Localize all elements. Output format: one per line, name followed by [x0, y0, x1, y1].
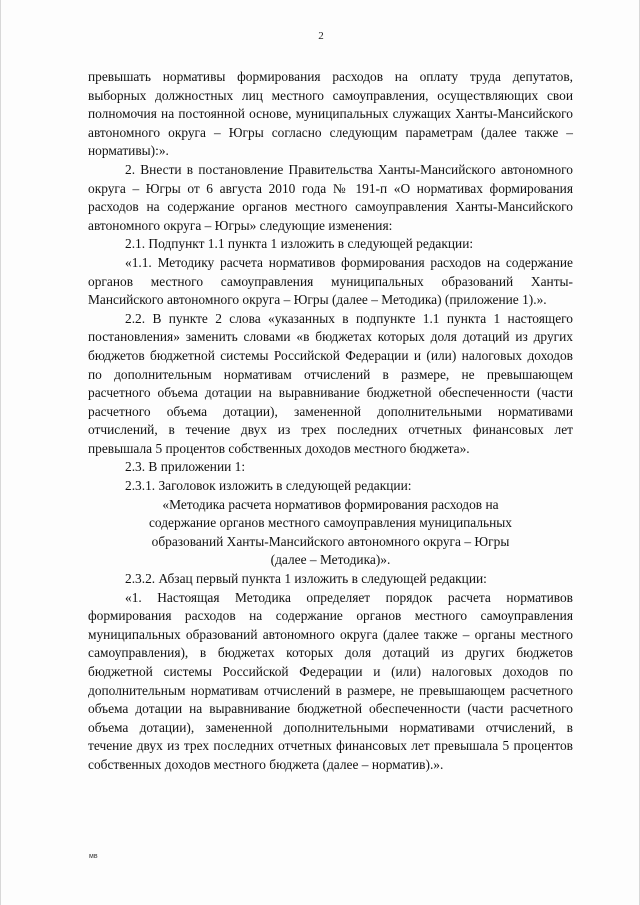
title-line: содержание органов местного самоуправления муниципальных [148, 515, 513, 531]
paragraph: 2.2. В пункте 2 слова «указанных в подпункте 1.1 пункта 1 настоящего постановления» заменить словами «в бюджетах которых доля дотаций из других бюджетов бюджетной системы Российской Федерации и (или) налоговых доходов по дополнительным нормативам отчислений в размере, не превышающем расчетного объема дотации на выравнивание бюджетной обеспеченности (части расчетного объема дотации), замененной дополнительными нормативами отчислений, в течение двух из трех последних отчетных финансовых лет превышала 5 процентов собственных доходов местного бюджета». [88, 310, 573, 456]
paragraph: «1. Настоящая Методика определяет порядок расчета нормативов формирования расходов на содержание органов местного самоуправления муниципальных образований автономного округа (далее также – органы местного самоуправления), в бюджетах которых доля дотаций из других бюджетов бюджетной системы Российской Федерации и (или) налоговых доходов по дополнительным нормативам отчислений в размере, не превышающем расчетного объема дотации на выравнивание бюджетной обеспеченности (части расчетного объема дотации), замененной дополнительными нормативами отчислений, в течение двух из трех последних отчетных финансовых лет превышала 5 процентов собственных доходов местного бюджета (далее – норматив).». [88, 589, 573, 772]
document-body [88, 68, 573, 775]
page-number: 2 [318, 30, 324, 42]
title-line: образований Ханты-Мансийского автономного округа – Югры [151, 533, 510, 549]
paragraph: 2.3. В приложении 1: [125, 459, 246, 475]
paragraph: 2.1. Подпункт 1.1 пункта 1 изложить в следующей редакции: [125, 236, 474, 252]
title-line: «Методика расчета нормативов формирования расходов на [162, 496, 499, 512]
paragraph: 2.3.1. Заголовок изложить в следующей редакции: [125, 478, 412, 494]
paragraph: 2.3.2. Абзац первый пункта 1 изложить в следующей редакции: [125, 571, 487, 587]
paragraph: превышать нормативы формирования расходов на оплату труда депутатов, выборных должностных лиц местного самоуправления, осуществляющих свои полномочия на постоянной основе, муниципальных служащих Ханты-Мансийского автономного округа – Югры согласно следующим параметрам (далее также – нормативы):». [88, 69, 573, 159]
footer-mark: мв [89, 853, 98, 860]
title-line: (далее – Методика)». [270, 552, 391, 568]
paragraph: «1.1. Методику расчета нормативов формирования расходов на содержание органов местного самоуправления муниципальных образований Ханты-Мансийского автономного округа – Югры (далее – Методика) (приложение 1).». [88, 254, 573, 308]
title-block [88, 496, 573, 570]
paragraph: 2. Внести в постановление Правительства Ханты-Мансийского автономного округа – Югры от 6 августа 2010 года № 191-п «О нормативах формирования расходов на содержание органов местного самоуправления Ханты-Мансийского автономного округа – Югры» следующие изменения: [88, 161, 573, 233]
